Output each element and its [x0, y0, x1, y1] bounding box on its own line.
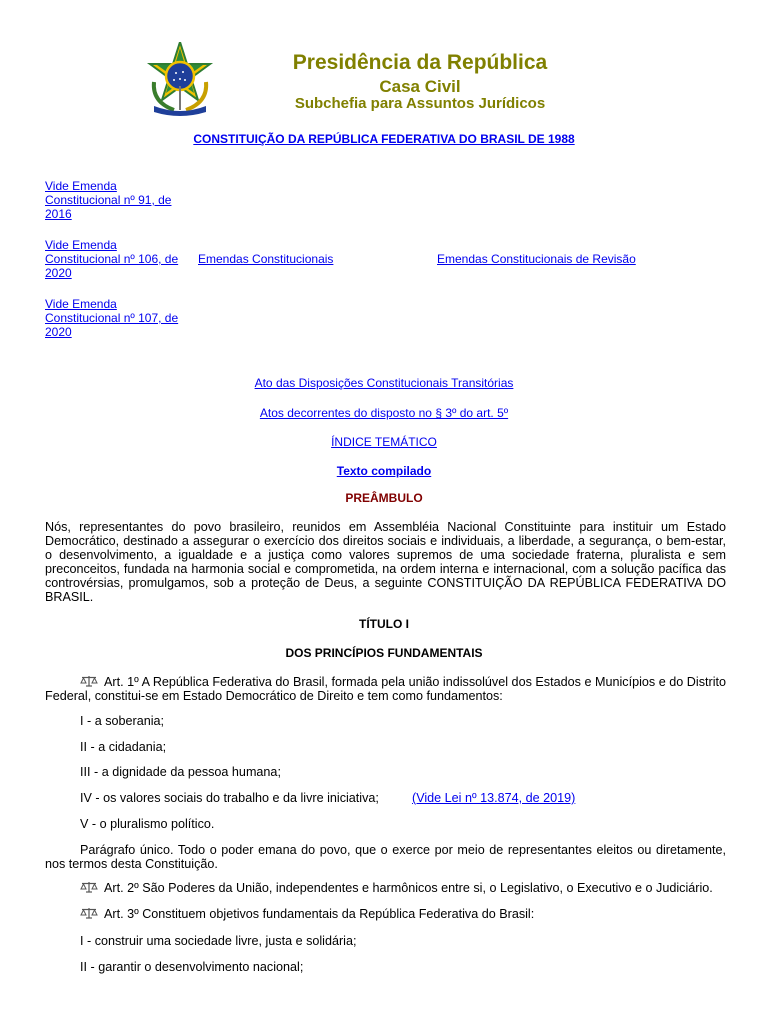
- vide-emenda-91-link[interactable]: Vide Emenda Constitucional nº 91, de 2016: [45, 179, 172, 221]
- adct-row: [0, 376, 768, 390]
- art3-item-1: I - construir uma sociedade livre, justa e solidária;: [80, 934, 357, 948]
- preambulo-heading: PREÂMBULO: [345, 491, 423, 505]
- emendas-constitucionais-link[interactable]: Emendas Constitucionais: [198, 252, 334, 266]
- art1-item-2: II - a cidadania;: [80, 740, 167, 754]
- document-title[interactable]: [0, 132, 768, 146]
- adct-link[interactable]: Ato das Disposições Constitucionais Transitórias: [254, 376, 514, 390]
- art1-item-5: V - o pluralismo político.: [80, 817, 215, 831]
- article-2: [45, 881, 726, 895]
- art1-item-1: I - a soberania;: [80, 714, 165, 728]
- article-3: [45, 907, 726, 921]
- article-1-text: Art. 1º A República Federativa do Brasil, formada pela união indissolúvel dos Estados e Municípios e do Distrito Federal, constitui-se em Estado Democrático de Direito e tem como fundamentos:: [45, 675, 726, 703]
- art1-item-4: IV - os valores sociais do trabalho e da livre iniciativa;: [80, 791, 379, 805]
- document-title-link[interactable]: CONSTITUIÇÃO DA REPÚBLICA FEDERATIVA DO BRASIL DE 1988: [193, 132, 575, 146]
- art3-item-2: II - garantir o desenvolvimento nacional;: [80, 960, 304, 974]
- article-2-text: Art. 2º São Poderes da União, independentes e harmônicos entre si, o Legislativo, o Executivo e o Judiciário.: [104, 881, 713, 895]
- atos-decorrentes-link[interactable]: Atos decorrentes do disposto no § 3º do art. 5º: [259, 406, 509, 420]
- header-subchefia: Subchefia para Assuntos Jurídicos: [294, 95, 546, 112]
- article-3-text: Art. 3º Constituem objetivos fundamentais da República Federativa do Brasil:: [104, 907, 535, 921]
- indice-tematico-link[interactable]: ÍNDICE TEMÁTICO: [331, 435, 437, 449]
- art1-item-3: III - a dignidade da pessoa humana;: [80, 765, 281, 779]
- header-casa-civil: Casa Civil: [379, 77, 461, 96]
- preambulo-text: Nós, representantes do povo brasileiro, reunidos em Assembléia Nacional Constituinte para instituir um Estado Democrático, destinado a assegurar o exercício dos direitos sociais e individuais, a liberdade, a segurança, o bem-estar, o desenvolvimento, a igualdade e a justiça como valores supremos de uma sociedade fraterna, pluralista e sem preconceitos, fundada na harmonia social e comprometida, na ordem interna e internacional, com a solução pacífica das controvérsias, promulgamos, sob a proteção de Deus, a seguinte CONSTITUIÇÃO DA REPÚBLICA FEDERATIVA DO BRASIL.: [45, 520, 726, 604]
- scales-icon[interactable]: [80, 907, 98, 919]
- scales-icon[interactable]: [80, 881, 98, 893]
- article-1: [45, 675, 726, 703]
- titulo-number: TÍTULO I: [359, 617, 409, 631]
- brazil-coat-of-arms-icon: [146, 42, 214, 116]
- page-header: [0, 40, 768, 120]
- indice-row: [0, 435, 768, 449]
- texto-compilado-link[interactable]: Texto compilado: [336, 464, 432, 478]
- titulo-name: DOS PRINCÍPIOS FUNDAMENTAIS: [285, 646, 483, 660]
- vide-emenda-107-link[interactable]: Vide Emenda Constitucional nº 107, de 2020: [45, 297, 179, 339]
- vide-emenda-106-link[interactable]: Vide Emenda Constitucional nº 106, de 2020: [45, 238, 179, 280]
- compilado-row: [0, 464, 768, 478]
- scales-icon[interactable]: [80, 675, 98, 687]
- header-presidencia: Presidência da República: [292, 51, 548, 74]
- vide-lei-13874-link[interactable]: (Vide Lei nº 13.874, de 2019): [412, 791, 576, 805]
- art1-paragrafo-unico: Parágrafo único. Todo o poder emana do povo, que o exerce por meio de representantes eleitos ou diretamente, nos termos desta Constituição.: [45, 843, 726, 871]
- emendas-revisao-link[interactable]: Emendas Constitucionais de Revisão: [437, 252, 636, 266]
- atos-row: [0, 406, 768, 420]
